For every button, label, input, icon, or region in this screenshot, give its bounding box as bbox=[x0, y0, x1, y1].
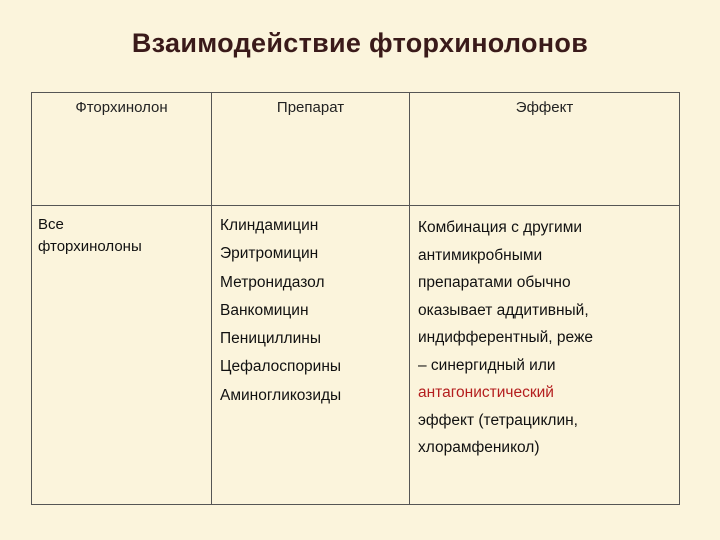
fluoroquinolone-line: фторхинолоны bbox=[38, 238, 142, 255]
drug-item: Аминогликозиды bbox=[220, 386, 342, 404]
drug-item: Ванкомицин bbox=[220, 301, 309, 319]
effect-line: эффект (тетрациклин, bbox=[418, 411, 578, 429]
fluoroquinolone-text bbox=[32, 206, 211, 266]
drug-item: Клиндамицин bbox=[220, 217, 319, 234]
interaction-table bbox=[31, 92, 680, 505]
drug-item: Пенициллины bbox=[220, 330, 321, 348]
slide-title: Взаимодействие фторхинолонов bbox=[131, 28, 589, 58]
header-cell-fluoroquinolone bbox=[32, 93, 212, 206]
drug-cell bbox=[212, 206, 410, 505]
effect-line: хлорамфеникол) bbox=[418, 439, 540, 456]
effect-line: индифферентный, реже bbox=[418, 329, 593, 346]
header-cell-drug bbox=[212, 93, 410, 206]
header-fluoroquinolone: Фторхинолон bbox=[75, 99, 168, 116]
effect-line: Комбинация с другими bbox=[418, 219, 583, 236]
effect-line: оказывает аддитивный, bbox=[418, 301, 589, 319]
effect-cell bbox=[410, 206, 680, 505]
effect-line: препаратами обычно bbox=[418, 274, 571, 291]
drug-list bbox=[212, 206, 409, 410]
drug-item: Эритромицин bbox=[220, 245, 319, 263]
drug-item: Цефалоспорины bbox=[220, 358, 342, 376]
table-header-row bbox=[32, 93, 680, 206]
effect-text bbox=[410, 206, 679, 462]
fluoroquinolone-cell bbox=[32, 206, 212, 505]
effect-line: антимикробными bbox=[418, 246, 543, 264]
header-effect: Эффект bbox=[515, 99, 574, 116]
header-cell-effect bbox=[410, 93, 680, 206]
header-drug: Препарат bbox=[276, 99, 345, 116]
drug-item: Метронидазол bbox=[220, 273, 325, 291]
table-row bbox=[32, 206, 680, 505]
fluoroquinolone-line: Все bbox=[38, 216, 64, 233]
effect-line: – синергидный или bbox=[418, 356, 556, 374]
effect-highlight: антагонистический bbox=[418, 384, 554, 401]
